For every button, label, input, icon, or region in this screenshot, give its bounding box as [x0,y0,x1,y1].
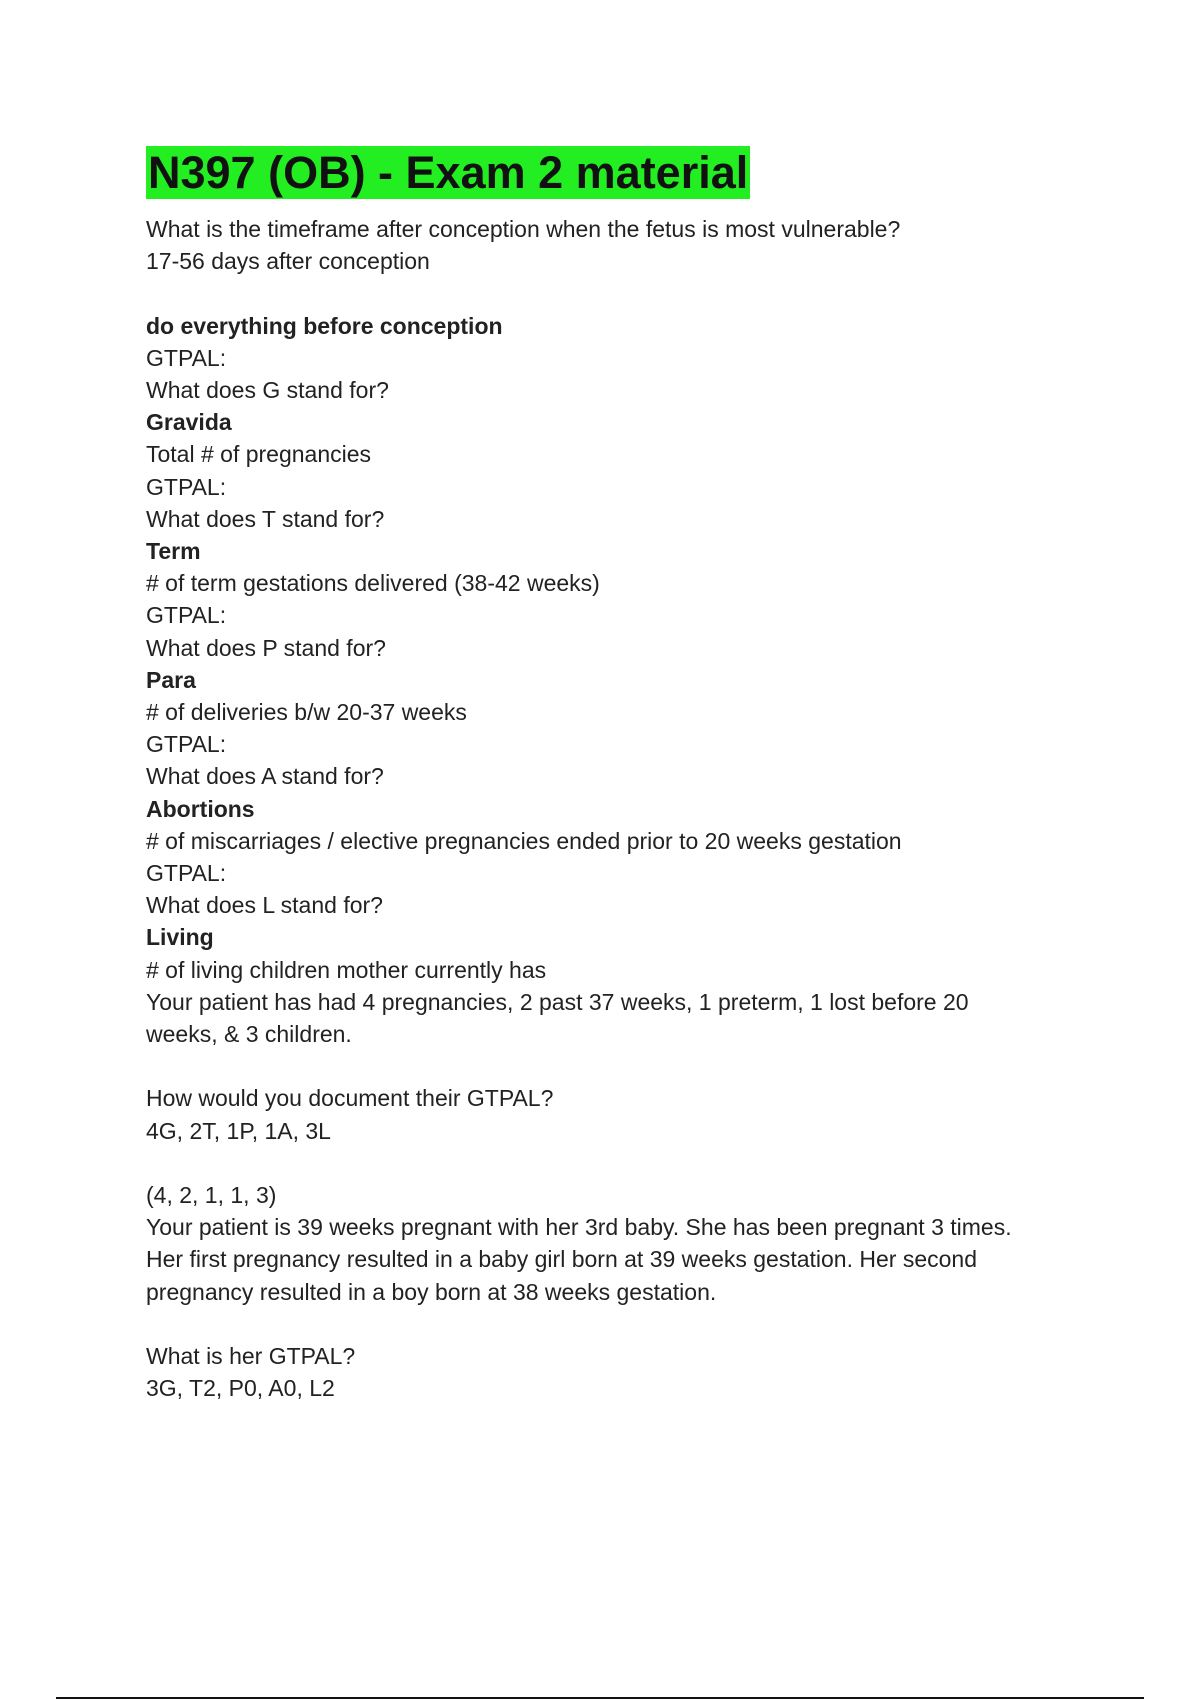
text-line: Your patient is 39 weeks pregnant with her 3rd baby. She has been pregnant 3 times. [146,1214,1012,1241]
text-line: What does L stand for? [146,892,383,919]
text-line: GTPAL: [146,602,227,629]
text-line: # of deliveries b/w 20-37 weeks [146,699,467,726]
answer-heading: Term [146,538,201,565]
text-line: Her first pregnancy resulted in a baby girl born at 39 weeks gestation. Her second [146,1246,977,1273]
text-line: GTPAL: [146,473,227,500]
blank-line [146,1308,1106,1340]
answer-heading: Gravida [146,409,232,436]
text-line: # of term gestations delivered (38-42 weeks) [146,570,600,597]
text-line: How would you document their GTPAL? [146,1085,554,1112]
text-line: Your patient has had 4 pregnancies, 2 past 37 weeks, 1 preterm, 1 lost before 20 [146,988,969,1015]
blank-line [146,1050,1106,1082]
text-line: What is her GTPAL? [146,1343,356,1370]
blank-line [146,277,1106,309]
blank-line [146,1147,1106,1179]
document-title: N397 (OB) - Exam 2 material [148,147,749,198]
title-wrap [146,146,750,199]
text-line: Total # of pregnancies [146,441,372,468]
text-line: weeks, & 3 children. [146,1021,352,1048]
text-line: 4G, 2T, 1P, 1A, 3L [146,1117,331,1144]
text-line: pregnancy resulted in a boy born at 38 weeks gestation. [146,1278,717,1305]
document-body [146,213,1106,1404]
text-line: What does T stand for? [146,505,385,532]
answer-heading: do everything before conception [146,312,503,339]
text-line: # of living children mother currently has [146,956,547,983]
text-line: GTPAL: [146,860,227,887]
text-line: GTPAL: [146,731,227,758]
text-line: What is the timeframe after conception when the fetus is most vulnerable? [146,216,901,242]
answer-heading: Abortions [146,795,255,822]
text-line: What does A stand for? [146,763,384,790]
text-line: 17-56 days after conception [146,248,430,275]
answer-heading: Living [146,924,214,951]
text-line: GTPAL: [146,344,227,371]
text-line: (4, 2, 1, 1, 3) [146,1182,277,1209]
text-line: 3G, T2, P0, A0, L2 [146,1375,335,1402]
footer-divider [56,1697,1144,1699]
text-line: What does G stand for? [146,377,389,403]
answer-heading: Para [146,666,196,693]
text-line: What does P stand for? [146,634,386,661]
text-line: # of miscarriages / elective pregnancies ended prior to 20 weeks gestation [146,827,902,854]
